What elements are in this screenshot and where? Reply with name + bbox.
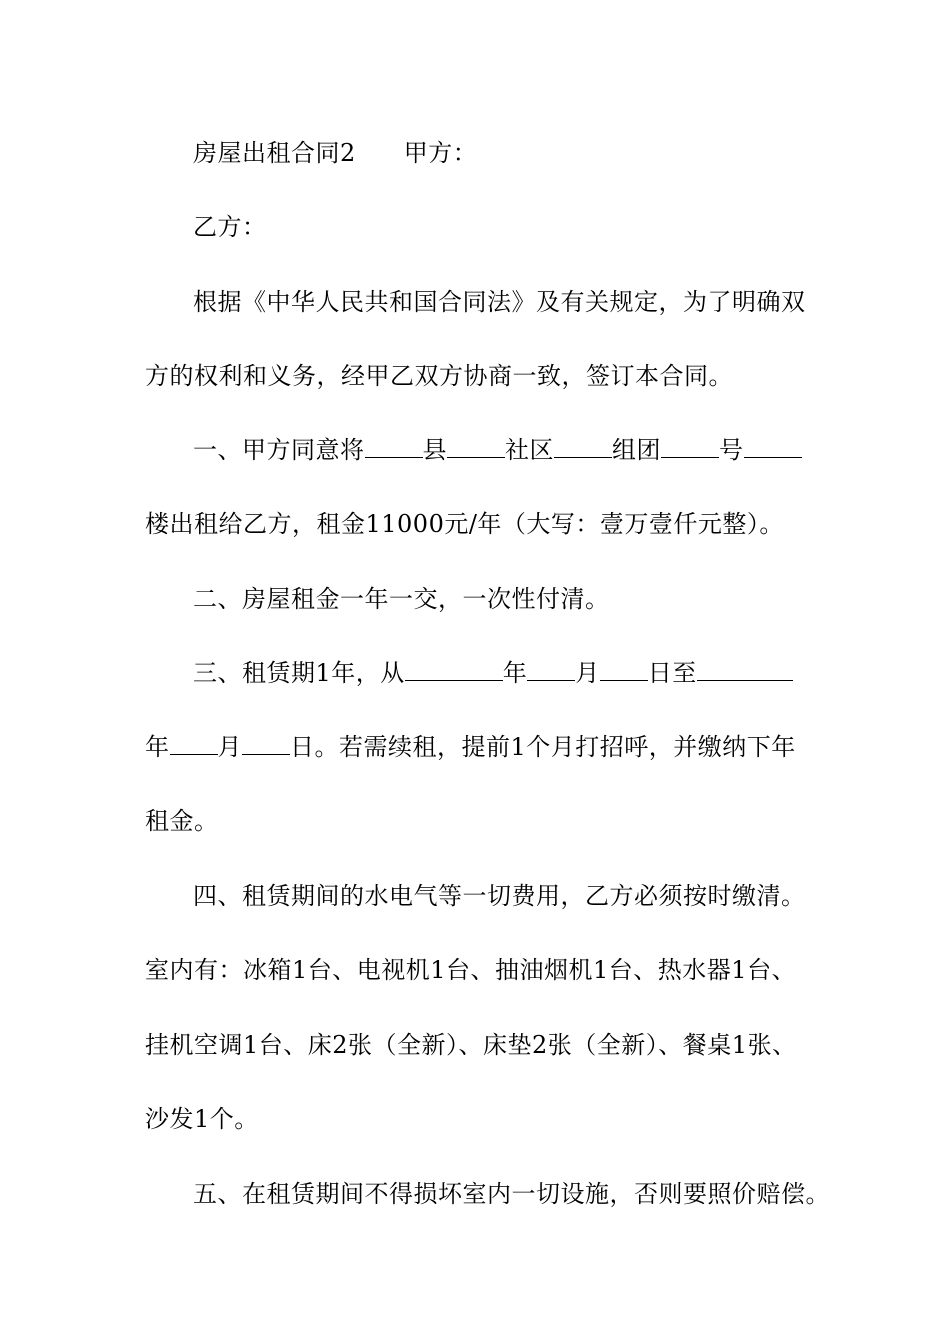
clause-2: 二、房屋租金一年一交，一次性付清。 [193, 585, 610, 613]
title-line [193, 138, 883, 168]
end-year-blank [697, 658, 793, 681]
county-label: 县 [422, 436, 447, 464]
start-day-blank [600, 658, 648, 681]
group-label: 组团 [612, 436, 661, 464]
clause-1-line-2: 楼出租给乙方，租金11000元/年（大写：壹万壹仟元整）。 [145, 510, 784, 538]
intro-line-2: 方的权利和义务，经甲乙双方协商一致，签订本合同。 [145, 362, 733, 390]
start-month-blank [527, 658, 575, 681]
party-b-label: 乙方： [193, 213, 267, 241]
clause-4-line-2: 室内有：冰箱1台、电视机1台、抽油烟机1台、热水器1台、 [145, 956, 797, 984]
end-month-label: 月 [217, 733, 242, 761]
clause-1-line-1 [193, 435, 883, 465]
intro-line-1: 根据《中华人民共和国合同法》及有关规定，为了明确双 [193, 288, 806, 316]
clause-4-line-4: 沙发1个。 [145, 1105, 259, 1133]
party-a-label: 甲方： [403, 139, 478, 167]
start-month-label: 月 [575, 659, 600, 687]
number-label: 号 [719, 436, 744, 464]
clause-5: 五、在租赁期间不得损坏室内一切设施，否则要照价赔偿。 [193, 1180, 830, 1208]
group-blank [554, 435, 612, 458]
clause-3-line-2 [145, 732, 835, 762]
start-year-label: 年 [502, 659, 528, 687]
end-year-label: 年 [145, 733, 170, 761]
end-month-blank [170, 732, 218, 755]
building-blank [744, 435, 802, 458]
end-day-blank [242, 732, 290, 755]
community-label: 社区 [505, 436, 554, 464]
clause-3-line-3: 租金。 [145, 807, 219, 835]
clause-4-line-1: 四、租赁期间的水电气等一切费用，乙方必须按时缴清。 [193, 882, 806, 910]
start-day-label: 日至 [647, 659, 697, 687]
clause-1-prefix: 一、甲方同意将 [193, 436, 365, 464]
contract-title: 房屋出租合同2 [193, 139, 356, 167]
clause-4-line-3: 挂机空调1台、床2张（全新）、床垫2张（全新）、餐桌1张、 [145, 1031, 797, 1059]
community-blank [447, 435, 505, 458]
start-year-blank [405, 658, 503, 681]
county-blank [365, 435, 423, 458]
clause-3-renewal: 日。若需续租，提前1个月打招呼，并缴纳下年 [290, 733, 796, 761]
clause-3-prefix: 三、租赁期1年，从 [193, 659, 405, 687]
clause-3-line-1 [193, 658, 883, 688]
number-blank [661, 435, 719, 458]
